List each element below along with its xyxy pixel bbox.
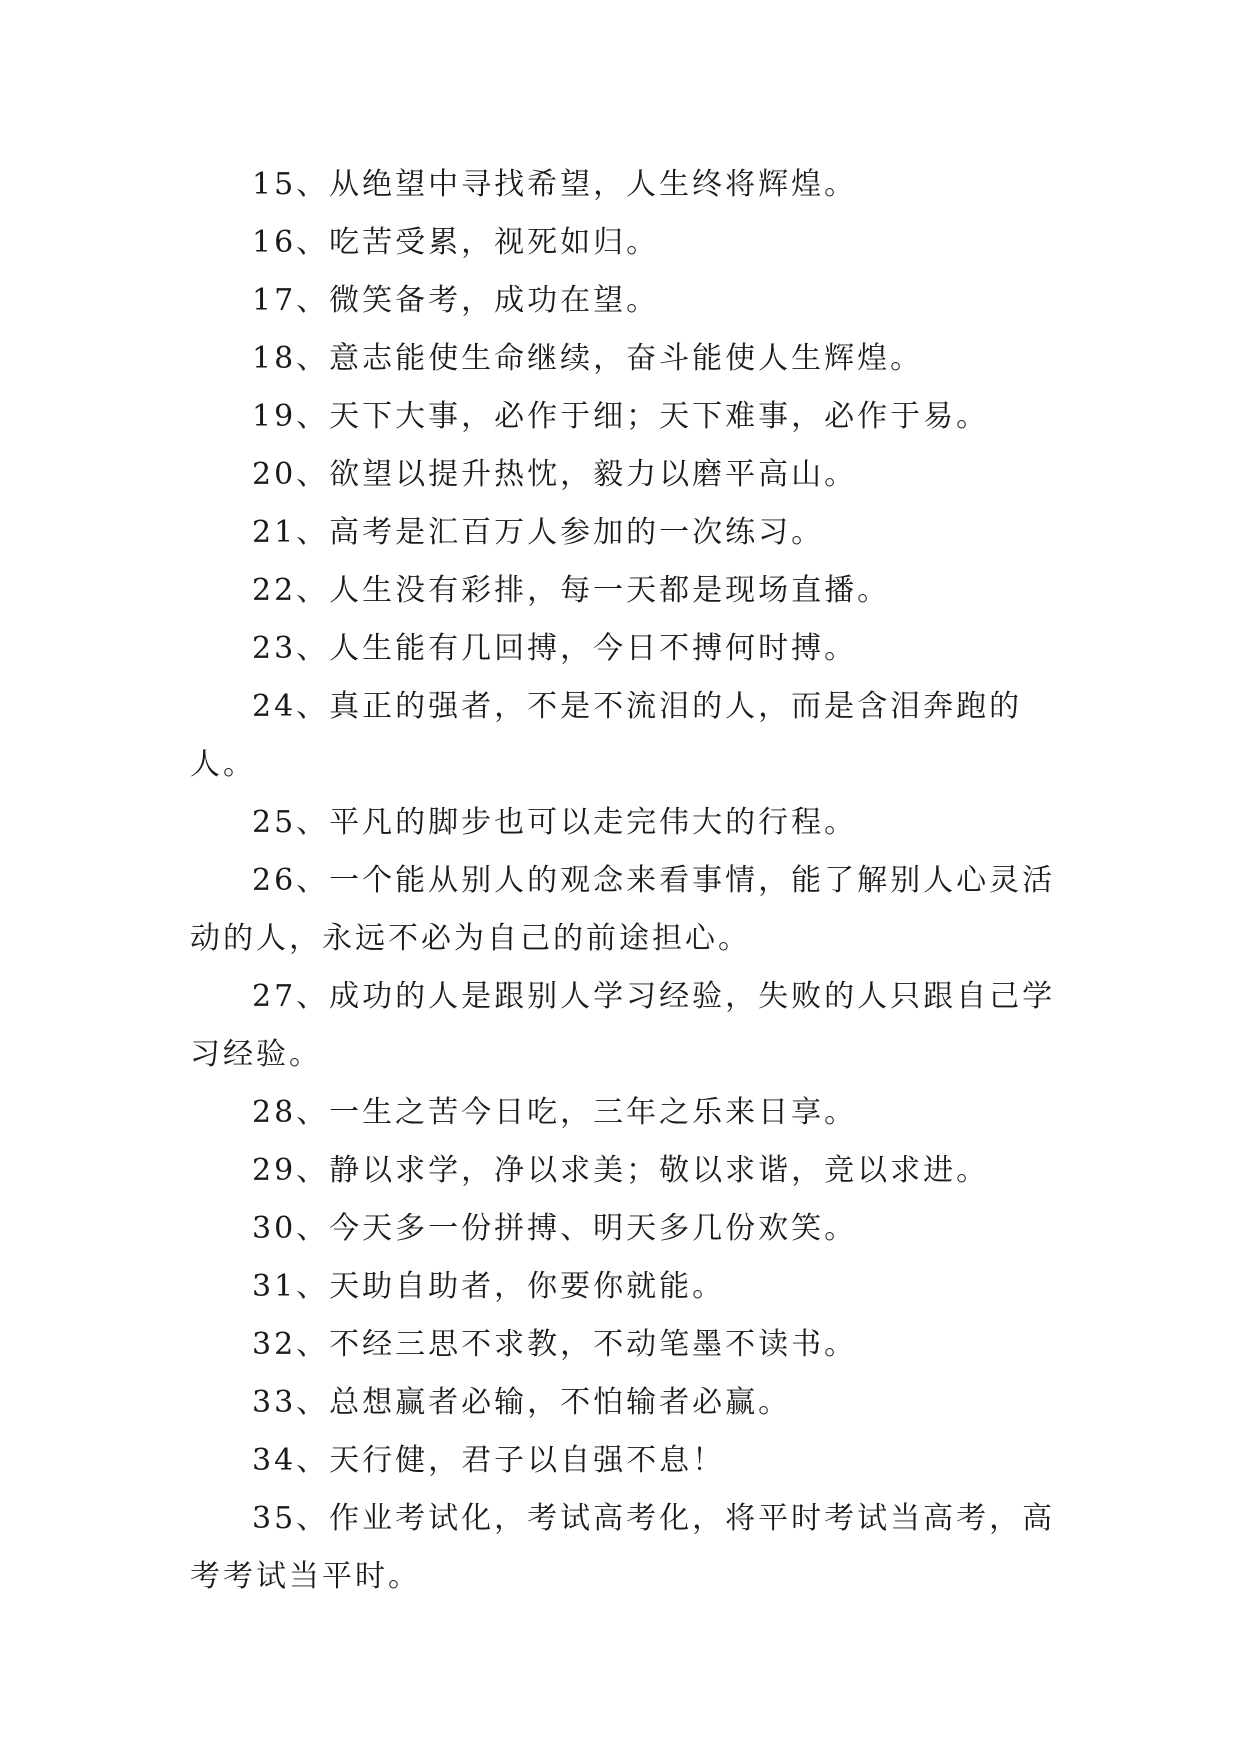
document-body xyxy=(190,156,1056,1606)
list-item: 28、一生之苦今日吃，三年之乐来日享。 xyxy=(252,1095,858,1130)
list-item: 19、天下大事，必作于细；天下难事，必作于易。 xyxy=(252,399,990,434)
list-item: 20、欲望以提升热忱，毅力以磨平高山。 xyxy=(252,457,858,492)
list-item: 33、总想赢者必输，不怕输者必赢。 xyxy=(252,1385,792,1420)
list-item: 23、人生能有几回搏，今日不搏何时搏。 xyxy=(252,631,858,666)
list-item: 31、天助自助者，你要你就能。 xyxy=(252,1269,726,1304)
list-item: 30、今天多一份拼搏、明天多几份欢笑。 xyxy=(252,1211,858,1246)
list-item: 26、一个能从别人的观念来看事情，能了解别人心灵活动的人，永远不必为自己的前途担心。 xyxy=(190,863,1056,956)
list-item: 35、作业考试化，考试高考化，将平时考试当高考，高考考试当平时。 xyxy=(190,1501,1056,1594)
list-item: 32、不经三思不求教，不动笔墨不读书。 xyxy=(252,1327,858,1362)
list-item: 21、高考是汇百万人参加的一次练习。 xyxy=(252,515,825,550)
list-item: 24、真正的强者，不是不流泪的人，而是含泪奔跑的人。 xyxy=(190,689,1023,782)
list-item: 16、吃苦受累，视死如归。 xyxy=(252,225,660,260)
list-item: 29、静以求学，净以求美；敬以求谐，竞以求进。 xyxy=(252,1153,990,1188)
list-item: 27、成功的人是跟别人学习经验，失败的人只跟自己学习经验。 xyxy=(190,979,1056,1072)
list-item: 15、从绝望中寻找希望，人生终将辉煌。 xyxy=(252,167,858,202)
list-item: 22、人生没有彩排，每一天都是现场直播。 xyxy=(252,573,891,608)
list-item: 18、意志能使生命继续，奋斗能使人生辉煌。 xyxy=(252,341,924,376)
list-item: 17、微笑备考，成功在望。 xyxy=(252,283,660,318)
list-item: 34、天行健，君子以自强不息！ xyxy=(252,1443,726,1478)
list-item: 25、平凡的脚步也可以走完伟大的行程。 xyxy=(252,805,858,840)
